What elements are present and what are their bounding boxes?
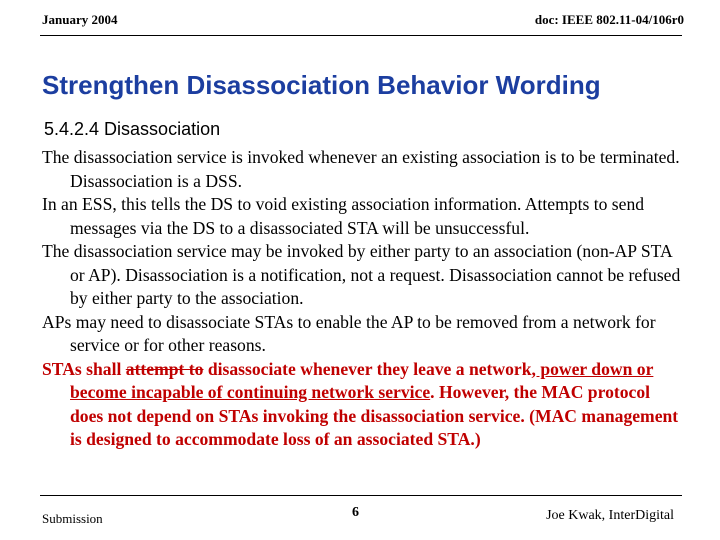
footer-author: Joe Kwak, InterDigital (546, 508, 674, 523)
header-divider (40, 35, 682, 36)
section-heading: 5.4.2.4 Disassociation (44, 119, 221, 139)
inserted-text: , power down or become incapable of continuing network service (70, 358, 654, 402)
paragraph-3: The disassociation service may be invoked by either party to an association (non-AP STA or AP). Disassociation is a notification, not a request. Disassociation cannot be refused by either party to the association. (42, 241, 681, 308)
edited-text-part1: STAs shall (42, 358, 126, 379)
struck-text: attempt to (125, 358, 204, 379)
edited-text-part3: . However, the MAC protocol does not depend on STAs invoking the disassociation service. (MAC management is designed to accommodate loss of an associated STA.) (70, 382, 679, 449)
paragraph-1: The disassociation service is invoked whenever an existing association is to be terminated. Disassociation is a DSS. (42, 147, 680, 191)
footer-divider (40, 495, 682, 496)
slide-body (42, 146, 682, 452)
header-doc-id: doc: IEEE 802.11-04/106r0 (534, 12, 684, 27)
edited-paragraph (42, 358, 682, 452)
slide-title: Strengthen Disassociation Behavior Wording (42, 70, 601, 100)
edited-text-part2: disassociate whenever they leave a network (203, 358, 532, 379)
paragraph-2: In an ESS, this tells the DS to void existing association information. Attempts to send messages via the DS to a disassociated STA will be unsuccessful. (42, 194, 645, 238)
page-number: 6 (352, 505, 359, 520)
header-date: January 2004 (42, 12, 118, 27)
paragraph-4: APs may need to disassociate STAs to enable the AP to be removed from a network for service or for other reasons. (42, 311, 656, 355)
footer-submission: Submission (42, 511, 103, 526)
